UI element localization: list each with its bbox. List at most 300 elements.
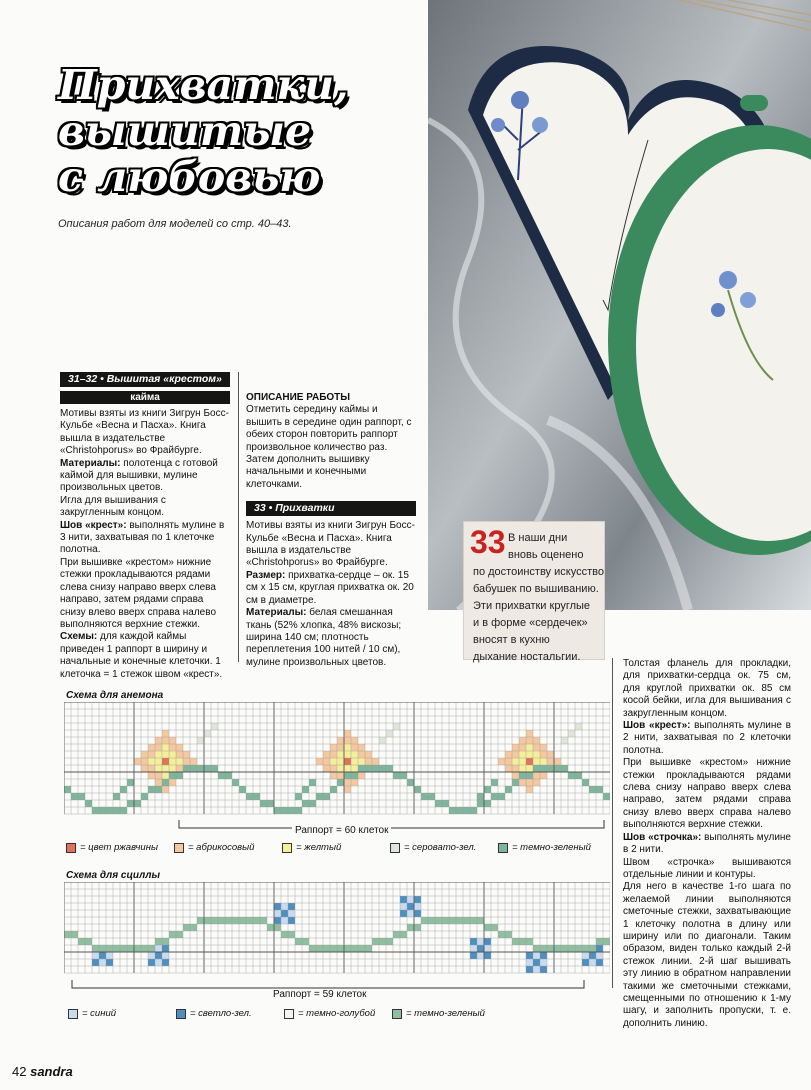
stitch-cell	[519, 751, 526, 758]
stitch-cell	[204, 730, 211, 737]
stitch-cell	[533, 966, 540, 973]
stitch-cell	[519, 744, 526, 751]
callout-line: и в форме «сердечек»	[473, 617, 588, 629]
stitch-cell	[169, 751, 176, 758]
stitch-cell	[344, 772, 351, 779]
stitch-cell	[274, 903, 281, 910]
paragraph: Отметить середину каймы и вышить в середине один раппорт, с обеих сторон повторить раппорт произвольное количество раз. Затем дополнить вышивку начальными и конечными клеточками.	[246, 404, 412, 490]
stitch-cell	[547, 765, 554, 772]
stitch-cell	[561, 765, 568, 772]
paragraph: Игла для вышивания с закругленным концом.	[60, 494, 166, 519]
stitch-cell	[512, 758, 519, 765]
legend-item	[284, 1008, 375, 1019]
stitch-cell	[295, 938, 302, 945]
stitch-cell	[211, 765, 218, 772]
stitch-cell	[589, 959, 596, 966]
stitch-cell	[281, 931, 288, 938]
stitch-cell	[582, 959, 589, 966]
stitch-cell	[526, 966, 533, 973]
stitch-cell	[71, 793, 78, 800]
stitch-cell	[414, 903, 421, 910]
materials-label: Материалы:	[60, 457, 121, 469]
stitch-cell	[442, 917, 449, 924]
stitch-cell	[92, 959, 99, 966]
stitch-cell	[309, 945, 316, 952]
stitch-cell	[386, 938, 393, 945]
stitch-cell	[561, 945, 568, 952]
paragraph	[60, 520, 230, 557]
stitch-cell	[484, 952, 491, 959]
stitch-cell	[162, 758, 169, 765]
stitch-cell	[148, 786, 155, 793]
paragraph: Для него в качестве 1-го шага по желаемой линии выполняются сметочные стежки, захватывающие 1 клеточку полотна в длину или ширину или по диагонали. Таким образом, виден только каждый 2-й стежок линии. 2-й шаг вышивать эту линию в обратном направлении такими же сметочными стежками, смещенными по отношению к 1-му шагу, и заполнить пропуски, т. е. дополнить линию.	[623, 881, 791, 1029]
stitch-cell	[85, 800, 92, 807]
stitch-cell	[344, 744, 351, 751]
rapport-label: Раппорт = 59 клеток	[270, 989, 369, 1000]
stitch-cell	[505, 786, 512, 793]
stitch-cell	[575, 945, 582, 952]
legend-item	[390, 842, 476, 853]
stitch-cell	[337, 744, 344, 751]
stitch-cell	[267, 800, 274, 807]
stitch-cell	[414, 924, 421, 931]
stitch-cell	[211, 723, 218, 730]
stitch-cell	[281, 903, 288, 910]
stitch-cell	[414, 786, 421, 793]
stitch-cell	[498, 793, 505, 800]
section-header: 31–32 • Вышитая «крестом»	[60, 372, 230, 387]
text-column-2	[246, 392, 416, 669]
stitch-cell	[64, 786, 71, 793]
stitch-cell	[295, 807, 302, 814]
column-divider	[612, 658, 613, 988]
stitch-cell	[323, 751, 330, 758]
stitch-cell	[120, 786, 127, 793]
chart-title: Схема для анемона	[66, 690, 164, 701]
stitch-cell	[337, 779, 344, 786]
stitch-cell	[540, 966, 547, 973]
paragraph	[246, 570, 416, 607]
paragraph	[246, 607, 416, 669]
stitch-cell	[162, 786, 169, 793]
stitch-cell	[400, 772, 407, 779]
legend-swatch	[282, 843, 292, 853]
stitch-cell	[351, 737, 358, 744]
stitch-cell	[169, 779, 176, 786]
stitch-cell	[148, 744, 155, 751]
stitch-cell	[477, 952, 484, 959]
legend-swatch	[498, 843, 508, 853]
stitch-cell	[162, 751, 169, 758]
stitch-cell	[134, 945, 141, 952]
title-line-2: вышитые	[58, 107, 312, 155]
stitch-cell	[330, 758, 337, 765]
stitch-cell	[316, 945, 323, 952]
materials-label: Материалы:	[246, 607, 307, 619]
stitch-cell	[526, 959, 533, 966]
callout-line: Эти прихватки круглые	[473, 600, 591, 612]
stitch-cell	[92, 807, 99, 814]
stitch-cell	[190, 765, 197, 772]
stitch-cell	[239, 786, 246, 793]
stitch-cell	[218, 772, 225, 779]
stitch-cell	[603, 938, 610, 945]
legend-swatch	[390, 843, 400, 853]
stitch-cell	[358, 945, 365, 952]
stitch-cell	[127, 779, 134, 786]
stitch-cell	[85, 938, 92, 945]
stitch-cell	[400, 903, 407, 910]
stitch-cell	[148, 959, 155, 966]
stitch-cell	[512, 751, 519, 758]
stitch-cell	[64, 931, 71, 938]
legend-label: = темно-голубой	[298, 1008, 376, 1019]
stitch-cell	[519, 938, 526, 945]
stitch-cell	[162, 730, 169, 737]
section-subheader: кайма	[60, 391, 230, 404]
stitch-cell	[260, 917, 267, 924]
stitch-cell	[519, 772, 526, 779]
stitch-cell	[379, 765, 386, 772]
stitch-cell	[141, 793, 148, 800]
paragraph: Мотивы взяты из книги Зигрун Босс-Кульбе «Весна и Пасха». Книга вышла в издательстве «Christohporus» во Фрайбурге.	[246, 520, 415, 569]
legend-label: = светло-зел.	[190, 1008, 252, 1019]
stitch-cell	[106, 945, 113, 952]
stitch-cell	[568, 772, 575, 779]
stitch-cell	[533, 758, 540, 765]
legend-label: = абрикосовый	[188, 842, 255, 853]
stitch-cell	[533, 744, 540, 751]
stitch-cell	[470, 917, 477, 924]
stitch-cell	[435, 917, 442, 924]
stitch-cell	[491, 924, 498, 931]
stitch-cell	[330, 744, 337, 751]
stitch-cell	[155, 952, 162, 959]
stitch-cell	[204, 917, 211, 924]
page-footer	[12, 1064, 73, 1079]
stitch-cell	[400, 896, 407, 903]
stitch-cell	[351, 779, 358, 786]
stitch-cell	[372, 765, 379, 772]
stitch-cell	[393, 723, 400, 730]
stitch-cell	[568, 945, 575, 952]
stitch-cell	[484, 945, 491, 952]
stitch-cell	[218, 917, 225, 924]
schemes-text: для каждой каймы приведен 1 раппорт в ширину и начальные и конечные клеточки. 1 клеточка = 1 стежок швом «крест».	[60, 631, 223, 680]
page-title	[58, 62, 418, 200]
stitch-cell	[379, 938, 386, 945]
stitch-cell	[596, 945, 603, 952]
stitch-cell	[358, 751, 365, 758]
stitch-cell	[463, 917, 470, 924]
stitch-cell	[155, 959, 162, 966]
stitch-cell	[162, 744, 169, 751]
stitch-cell	[603, 793, 610, 800]
stitch-cell	[288, 931, 295, 938]
stitch-cell	[589, 945, 596, 952]
stitch-cell	[183, 751, 190, 758]
stitch-cell	[148, 751, 155, 758]
stitch-cell	[169, 744, 176, 751]
stitch-cell	[470, 807, 477, 814]
potholders-photo	[428, 0, 811, 610]
section-header: 33 • Прихватки	[246, 501, 416, 516]
stitch-cell	[274, 910, 281, 917]
stitch-cell	[477, 793, 484, 800]
stitch-cell	[540, 751, 547, 758]
paragraph: Толстая фланель для прокладки, для прихватки-сердца ок. 75 см, для круглой прихватки ок. 85 см косой бейки, игла для вышивания с закругленным концом.	[623, 658, 791, 719]
stitch-cell	[358, 772, 365, 779]
stitch-cell	[162, 772, 169, 779]
stitch-cell	[141, 945, 148, 952]
stitch-cell	[176, 931, 183, 938]
stitch-cell	[225, 917, 232, 924]
stitch-cell	[316, 758, 323, 765]
stitch-cell	[414, 896, 421, 903]
stitch-cell	[491, 793, 498, 800]
stitch-text: выполнять мулине в 2 нити, захватывая по 2 клеточки полотна.	[623, 720, 791, 756]
stitch-cell	[365, 751, 372, 758]
paragraph: При вышивке «крестом» нижние стежки прокладываются рядами слева снизу направо вверх слева направо, затем рядами справа снизу влево вверх справа налево выполняются верхние стежки.	[60, 556, 217, 630]
stitch-cell	[295, 793, 302, 800]
stitch-cell	[547, 751, 554, 758]
stitch-cell	[162, 737, 169, 744]
stitch-cell	[134, 800, 141, 807]
magazine-brand: sandra	[30, 1064, 73, 1079]
stitch-cell	[554, 758, 561, 765]
legend-swatch	[176, 1009, 186, 1019]
text-column-1	[60, 372, 230, 681]
paragraph	[60, 631, 230, 681]
callout-line: В наши дни	[508, 532, 568, 544]
stitch-cell	[351, 945, 358, 952]
stitch-cell	[155, 945, 162, 952]
stitch-cell	[547, 758, 554, 765]
legend-swatch	[174, 843, 184, 853]
legend-item	[176, 1008, 252, 1019]
stitch-cell	[337, 751, 344, 758]
stitch-cell	[547, 945, 554, 952]
stitch-cell	[260, 800, 267, 807]
stitch-cell	[141, 751, 148, 758]
stitch-cell	[337, 758, 344, 765]
stitch-cell	[393, 772, 400, 779]
stitch-cell	[246, 917, 253, 924]
chart-title: Схема для сциллы	[66, 870, 161, 881]
paragraph: При вышивке «крестом» нижние стежки прокладываются рядами слева снизу направо вверх слева направо, затем рядами справа снизу влево вверх справа налево выполняются верхние стежки.	[623, 757, 791, 831]
legend-item	[66, 842, 158, 853]
stitch-cell	[169, 758, 176, 765]
stitch-cell	[99, 807, 106, 814]
paragraph: Швом «строчка» вышиваются отдельные линии и контуры.	[623, 856, 791, 880]
stitch-cell	[358, 758, 365, 765]
stitch-cell	[533, 945, 540, 952]
stitch-cell	[449, 917, 456, 924]
stitch-cell	[421, 793, 428, 800]
stitch-cell	[162, 945, 169, 952]
subtitle: Описания работ для моделей со стр. 40–43.	[58, 218, 292, 230]
stitch-cell	[330, 786, 337, 793]
stitch-cell	[155, 779, 162, 786]
stitch-cell	[281, 917, 288, 924]
paragraph: Мотивы взяты из книги Зигрун Босс-Кульбе «Весна и Пасха». Книга вышла в издательстве «Christohporus» во Фрайбурге.	[60, 408, 229, 457]
stitch-cell	[526, 938, 533, 945]
stitch-cell	[526, 737, 533, 744]
stitch-cell	[155, 938, 162, 945]
stitch-cell	[554, 765, 561, 772]
stitch-cell	[428, 793, 435, 800]
stitch-cell	[344, 786, 351, 793]
stitch-cell	[302, 786, 309, 793]
stitch-cell	[554, 945, 561, 952]
materials-text: белая смешанная ткань (52% хлопка, 48% вискозы; ширина 140 см; плотность переплетения 100 нитей / 10 см), мулине произвольных цветов.	[246, 607, 402, 668]
stitch-cell	[526, 730, 533, 737]
paragraph	[623, 832, 791, 857]
stitch-cell	[113, 945, 120, 952]
stitch-cell	[323, 758, 330, 765]
stitch-cell	[106, 959, 113, 966]
stitch-cell	[176, 758, 183, 765]
legend-swatch	[66, 843, 76, 853]
stitch-cell	[449, 807, 456, 814]
stitch-cell	[281, 910, 288, 917]
stitch-cell	[575, 772, 582, 779]
stitch-cell	[407, 924, 414, 931]
legend-label: = темно-зеленый	[406, 1008, 485, 1019]
stitch-cell	[190, 924, 197, 931]
stitch-cell	[456, 917, 463, 924]
stitch-cell	[155, 765, 162, 772]
stitch-cell	[540, 945, 547, 952]
page-number: 42	[12, 1064, 27, 1079]
stitch-cell	[351, 772, 358, 779]
legend-label: = серовато-зел.	[404, 842, 477, 853]
stitch-cell	[344, 765, 351, 772]
stitch-cell	[386, 730, 393, 737]
stitch-cell	[540, 765, 547, 772]
stitch-cell	[540, 744, 547, 751]
stitch-cell	[533, 751, 540, 758]
stitch-cell	[281, 807, 288, 814]
stitch-cell	[526, 779, 533, 786]
stitch-cell	[477, 917, 484, 924]
stitch-cell	[498, 758, 505, 765]
stitch-cell	[589, 952, 596, 959]
stitch-cell	[526, 751, 533, 758]
stitch-cell	[134, 758, 141, 765]
stitch-cell	[526, 765, 533, 772]
stitch-cell	[337, 772, 344, 779]
stitch-cell	[526, 758, 533, 765]
title-line-1: Прихватки,	[58, 61, 349, 109]
stitch-cell	[575, 723, 582, 730]
stitch-cell	[127, 800, 134, 807]
stitch-cell	[78, 793, 85, 800]
stitch-cell	[92, 945, 99, 952]
stitch-cell	[477, 938, 484, 945]
paragraph	[60, 458, 230, 495]
stitch-cell	[71, 931, 78, 938]
callout-line: вновь оценено	[508, 549, 584, 561]
stitch-cell	[372, 758, 379, 765]
stitch-cell	[274, 924, 281, 931]
stitch-cell	[239, 917, 246, 924]
work-title: ОПИСАНИЕ РАБОТЫ	[246, 392, 351, 403]
stitch-cell	[330, 945, 337, 952]
stitch-cell	[302, 800, 309, 807]
stitch-cell	[505, 758, 512, 765]
stitch-cell	[407, 896, 414, 903]
title-line-3: с любовью	[58, 153, 321, 201]
materials-text: полотенца с готовой каймой для вышивки, мулине произвольных цветов.	[60, 457, 218, 494]
stitch-cell	[435, 800, 442, 807]
stitch-cell	[568, 730, 575, 737]
stitch-cell	[330, 751, 337, 758]
stitch-cell	[519, 765, 526, 772]
stitch-cell	[365, 945, 372, 952]
callout-line: вносят в кухню	[473, 634, 550, 646]
stitch-cell	[148, 758, 155, 765]
stitch-cell	[484, 786, 491, 793]
stitch-cell	[113, 807, 120, 814]
stitch-cell	[498, 931, 505, 938]
stitch-cell	[169, 772, 176, 779]
legend-label: = синий	[82, 1008, 117, 1019]
schemes-label: Схемы:	[60, 631, 98, 643]
stitch-cell	[470, 938, 477, 945]
stitch-cell	[582, 952, 589, 959]
stitch-cell	[323, 945, 330, 952]
stitch-cell	[155, 772, 162, 779]
stitch-cell	[407, 779, 414, 786]
scilla-chart-grid	[64, 882, 610, 980]
stitch-cell	[323, 765, 330, 772]
stitch-cell	[505, 931, 512, 938]
stitch-cell	[484, 938, 491, 945]
stitch-cell	[141, 765, 148, 772]
stitch-cell	[400, 931, 407, 938]
stitch-cell	[484, 924, 491, 931]
size-label: Размер:	[246, 569, 286, 581]
stitch-cell	[225, 772, 232, 779]
stitch-cell	[351, 744, 358, 751]
stitch-cell	[463, 807, 470, 814]
stitch-cell	[596, 786, 603, 793]
stitch-cell	[533, 959, 540, 966]
stitch-cell	[148, 772, 155, 779]
stitch-cell	[183, 924, 190, 931]
anemone-chart-grid	[64, 702, 610, 820]
legend-item	[282, 842, 341, 853]
stitch-cell	[288, 910, 295, 917]
stitch-cell	[512, 772, 519, 779]
stitch-cell	[582, 779, 589, 786]
stitch-cell	[337, 737, 344, 744]
stitch-cell	[344, 945, 351, 952]
stitch-cell	[141, 758, 148, 765]
stitch-cell	[232, 917, 239, 924]
stitch-cell	[148, 765, 155, 772]
stitch-cell	[176, 765, 183, 772]
stitch-cell	[190, 758, 197, 765]
stitch-cell	[519, 779, 526, 786]
stitch-cell	[197, 917, 204, 924]
stitch-cell	[323, 793, 330, 800]
stitch-cell	[288, 917, 295, 924]
stitch-cell	[372, 938, 379, 945]
stitch-cell	[533, 737, 540, 744]
stitch-cell	[162, 765, 169, 772]
